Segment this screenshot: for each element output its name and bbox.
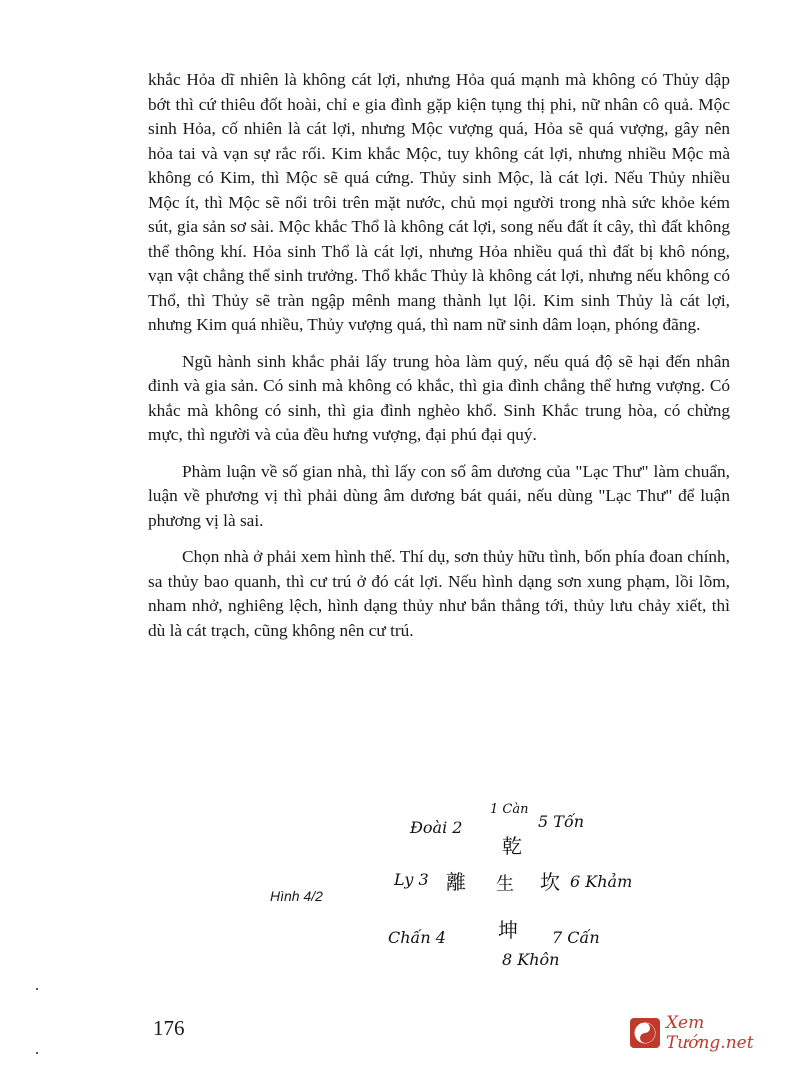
yinyang-icon xyxy=(630,1018,660,1048)
paragraph-1: khắc Hỏa dĩ nhiên là không cát lợi, nhưng Hỏa quá mạnh mà không có Thủy dập bớt thì cứ thiêu đốt hoài, chỉ e gia đình gặp kiện tụng thị phi, nữ nhân cô quả. Mộc sinh Hỏa, cố nhiên là cát lợi, nhưng Mộc vượng quá, Hỏa sẽ quá vượng, gây nên hỏa tai và vạn sự rắc rối. Kim khắc Mộc, tuy không cát lợi, nhưng nhiều Mộc mà không có Kim, thì Mộc sẽ quá cứng. Thủy sinh Mộc, là cát lợi. Nếu Thủy nhiều Mộc ít, thì Mộc sẽ nổi trôi trên mặt nước, chủ mọi người trong nhà sức khỏe kém sút, gia sản sơ sài. Mộc khắc Thổ là không cát lợi, song nếu đất ít cây, thì đất không thể thông khí. Hỏa sinh Thổ là cát lợi, nhưng Hỏa nhiều quá thì đất bị khô nóng, vạn vật chẳng thể sinh trưởng. Thổ khắc Thủy là không cát lợi, nhưng nếu không có Thổ, thì Thủy sẽ tràn ngập mênh mang thành lụt lội. Kim sinh Thủy là cát lợi, nhưng Kim quá nhiều, Thủy vượng quá, thì nam nữ sinh dâm loạn, phóng đãng. xyxy=(148,70,730,334)
label-cap: 7 Cấn xyxy=(552,928,600,947)
paragraph-4: Chọn nhà ở phải xem hình thế. Thí dụ, sơn thủy hữu tình, bốn phía đoan chính, sa thủy bao quanh, thì cư trú ở đó cát lợi. Nếu hình dạng sơn xung phạm, lồi lõm, nham nhở, nghiêng lệch, hình dạng thủy như bắn thẳng tới, thủy lưu chảy xiết, thì dù là cát trạch, cũng không nên cư trú. xyxy=(148,547,730,640)
hanzi-right: 坎 xyxy=(540,870,560,894)
label-can: 1 Càn xyxy=(490,802,529,817)
watermark xyxy=(630,1013,797,1053)
hanzi-left: 離 xyxy=(446,870,466,894)
paragraph-3: Phàm luận về số gian nhà, thì lấy con số âm dương của "Lạc Thư" làm chuẩn, luận về phương vị thì phải dùng âm dương bát quái, nếu dùng "Lạc Thư" để luận phương vị là sai. xyxy=(148,461,730,530)
watermark-text: Xem Tướng.net xyxy=(665,1013,754,1053)
hanzi-bottom: 坤 xyxy=(498,918,518,942)
hanzi-center: 生 xyxy=(496,874,514,895)
label-doai: Đoài 2 xyxy=(410,818,463,837)
hanzi-top: 乾 xyxy=(502,834,522,858)
label-ton: 5 Tốn xyxy=(538,812,585,831)
label-khon: 8 Khôn xyxy=(502,950,560,969)
scan-speck xyxy=(36,988,38,990)
label-kham: 6 Khảm xyxy=(570,872,633,891)
scan-speck xyxy=(36,1052,38,1054)
page-number: 176 xyxy=(153,1016,185,1040)
figure-caption: Hình 4/2 xyxy=(270,888,323,904)
body-text xyxy=(148,68,730,655)
bagua-handwritten-figure xyxy=(270,800,650,980)
label-ly: Ly 3 xyxy=(394,870,429,889)
label-chan: Chấn 4 xyxy=(388,928,446,947)
paragraph-2: Ngũ hành sinh khắc phải lấy trung hòa làm quý, nếu quá độ sẽ hại đến nhân đinh và gia sản. Có sinh mà không có khắc, thì gia đình chẳng thể hưng vượng. Có khắc mà không có sinh, thì gia đình nghèo khổ. Sinh Khắc trung hòa, có chừng mực, thì người và của đều hưng vượng, đại phú đại quý. xyxy=(148,351,730,444)
